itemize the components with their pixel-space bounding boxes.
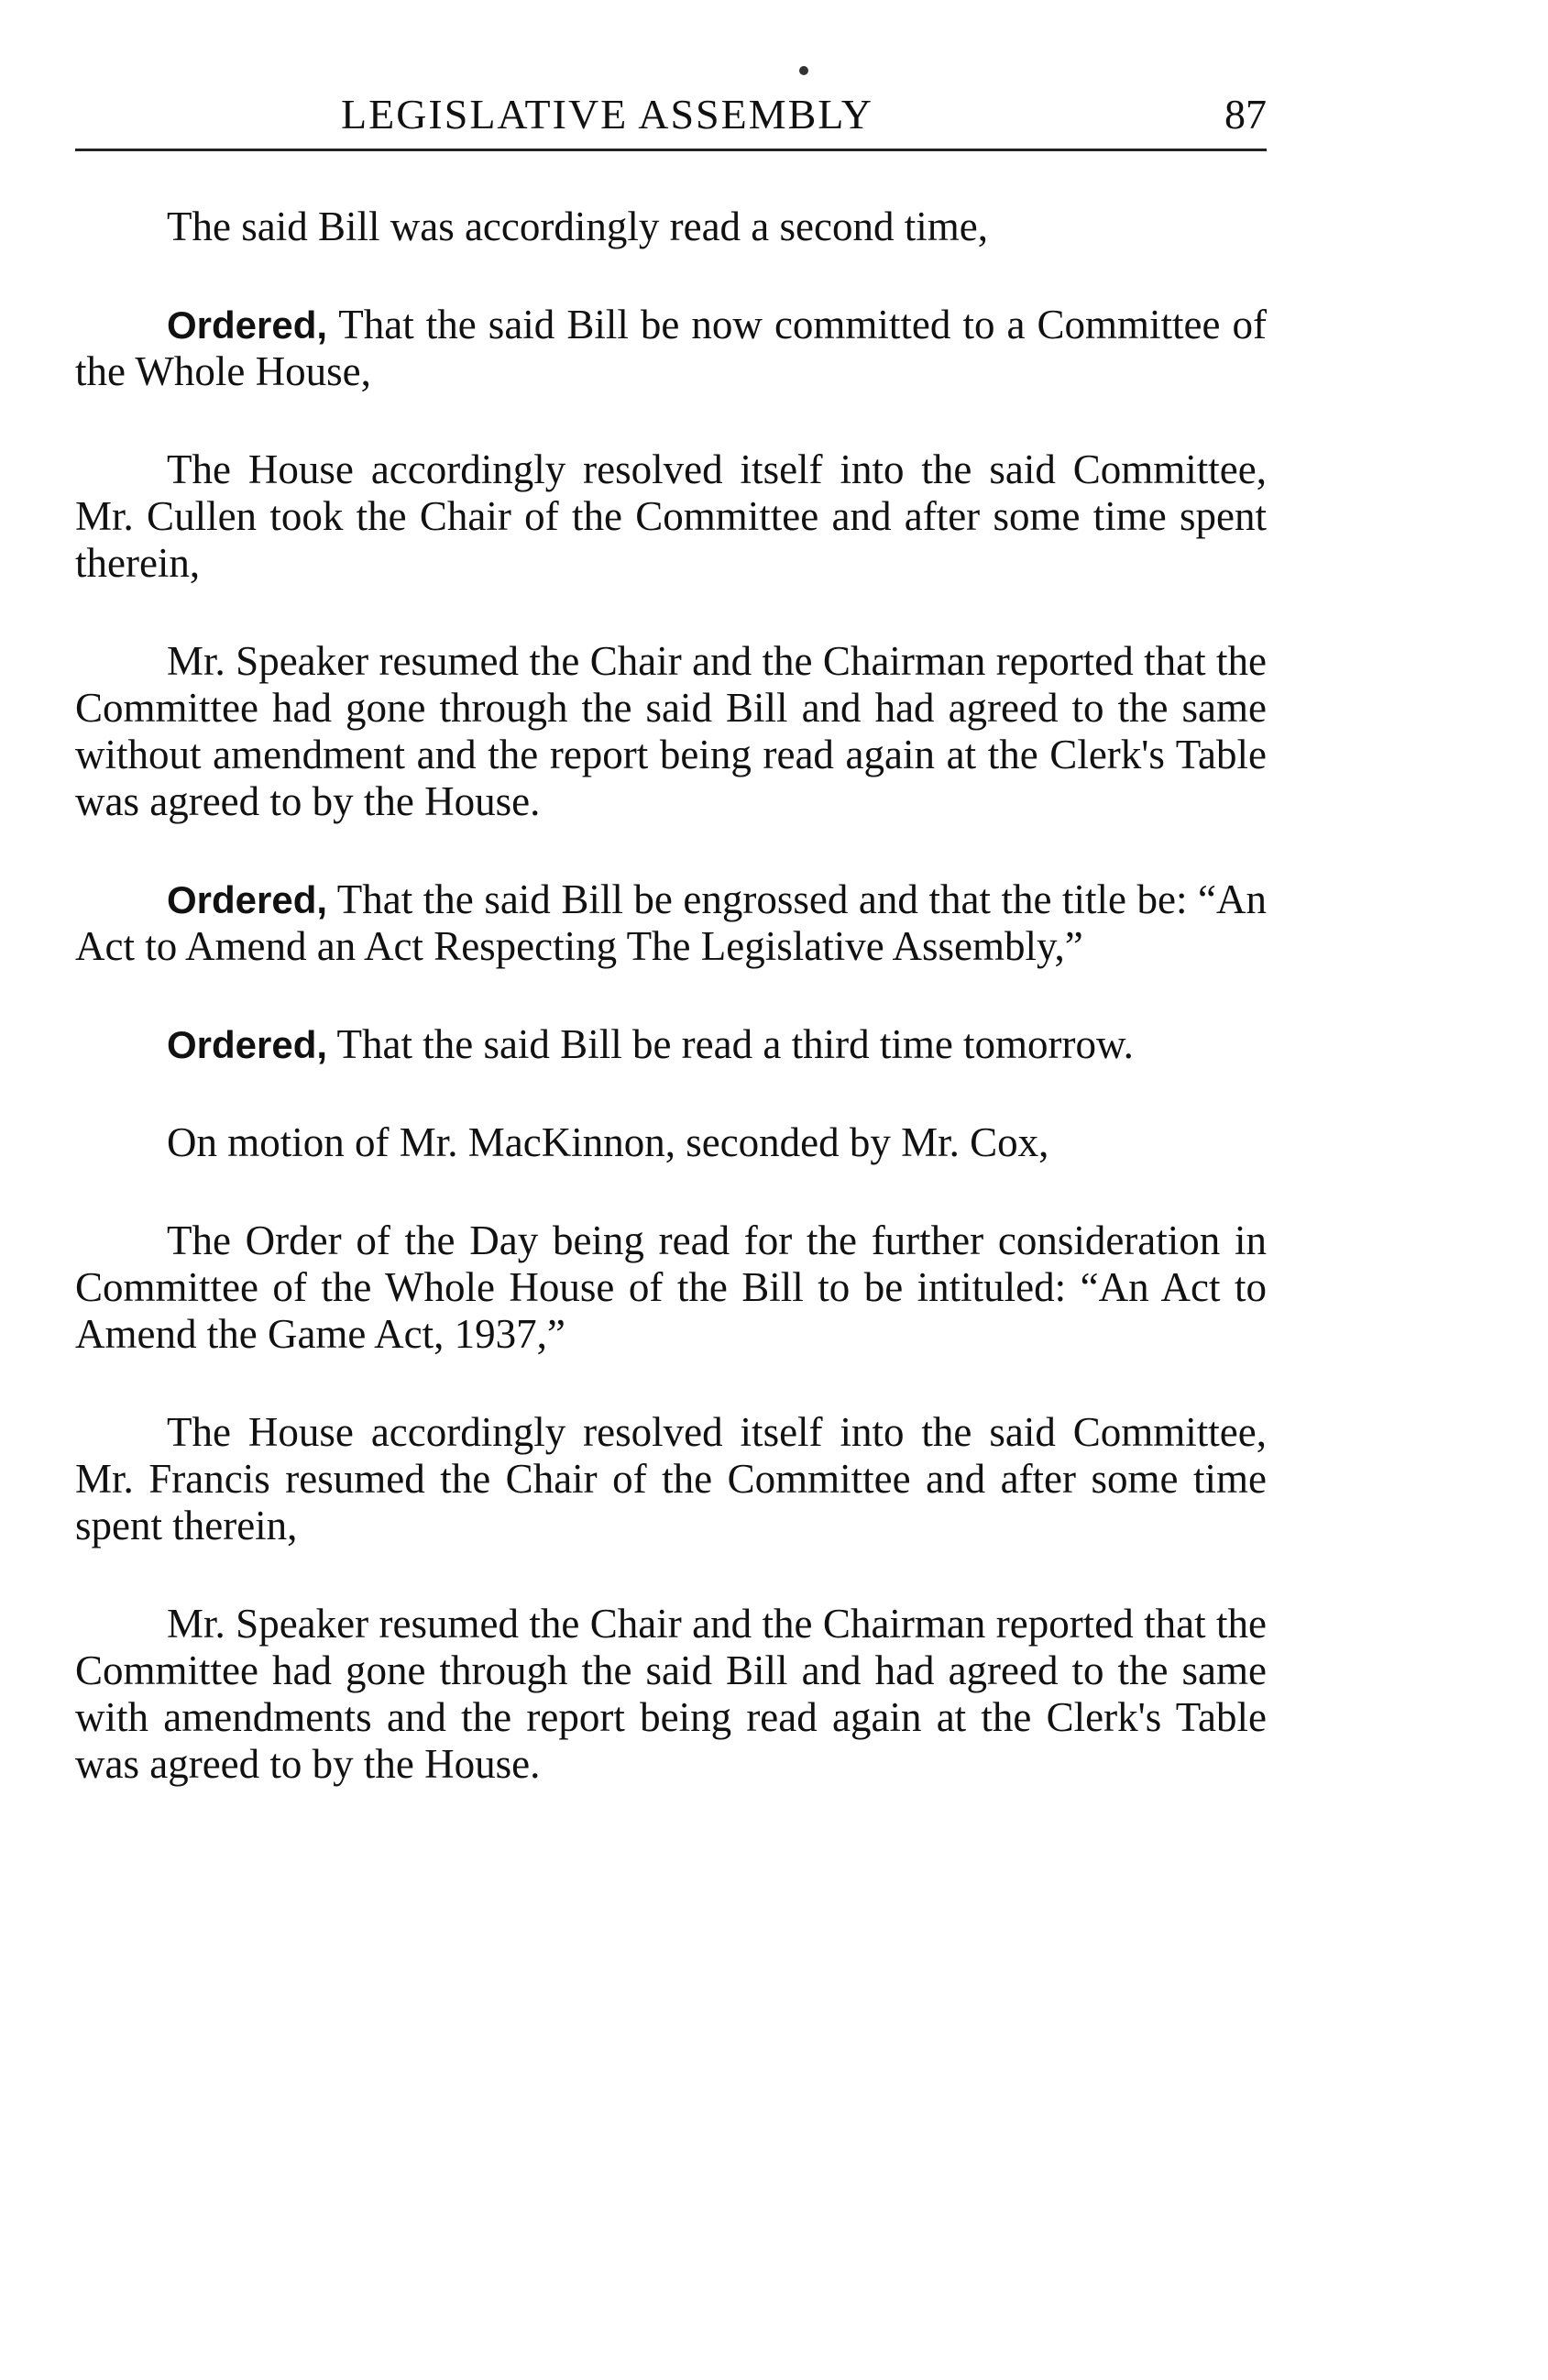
running-title: LEGISLATIVE ASSEMBLY (341, 91, 874, 138)
paragraph-6: Ordered, That the said Bill be read a third time tomorrow. (167, 1021, 1134, 1067)
body-text (75, 204, 1267, 1839)
paragraph-1: The said Bill was accordingly read a second time, (167, 204, 988, 249)
page-number: 87 (1224, 91, 1267, 138)
page-header (75, 90, 1267, 151)
ink-dot (799, 66, 808, 75)
paragraph-9: The House accordingly resolved itself into the said Committee, Mr. Francis resumed the Chair of the Committee and after some time spent therein, (75, 1409, 1267, 1548)
paragraph-3: The House accordingly resolved itself into the said Committee, Mr. Cullen took the Chair of the Committee and after some time spent therein, (75, 446, 1267, 586)
paragraph-7: On motion of Mr. MacKinnon, seconded by Mr. Cox, (167, 1119, 1049, 1165)
ordered-lead: Ordered, (167, 1023, 328, 1066)
ordered-lead: Ordered, (167, 878, 328, 921)
paragraph-10: Mr. Speaker resumed the Chair and the Chairman reported that the Committee had gone through the said Bill and had agreed to the same with amendments and the report being read again at the Clerk's Table was agreed to by the House. (75, 1601, 1267, 1787)
ordered-lead: Ordered, (167, 303, 328, 347)
paragraph-5: Ordered, That the said Bill be engrossed and that the title be: “An Act to Amend an Act Respecting The Legislative Assembly,” (75, 876, 1267, 969)
paragraph-8: The Order of the Day being read for the further consideration in Committee of the Whole House of the Bill to be intituled: “An Act to Amend the Game Act, 1937,” (75, 1218, 1267, 1357)
paragraph-4: Mr. Speaker resumed the Chair and the Chairman reported that the Committee had gone through the said Bill and had agreed to the same without amendment and the report being read again at the Clerk's Table was agreed to by the House. (75, 638, 1267, 824)
paragraph-2: Ordered, That the said Bill be now committed to a Committee of the Whole House, (75, 302, 1267, 394)
